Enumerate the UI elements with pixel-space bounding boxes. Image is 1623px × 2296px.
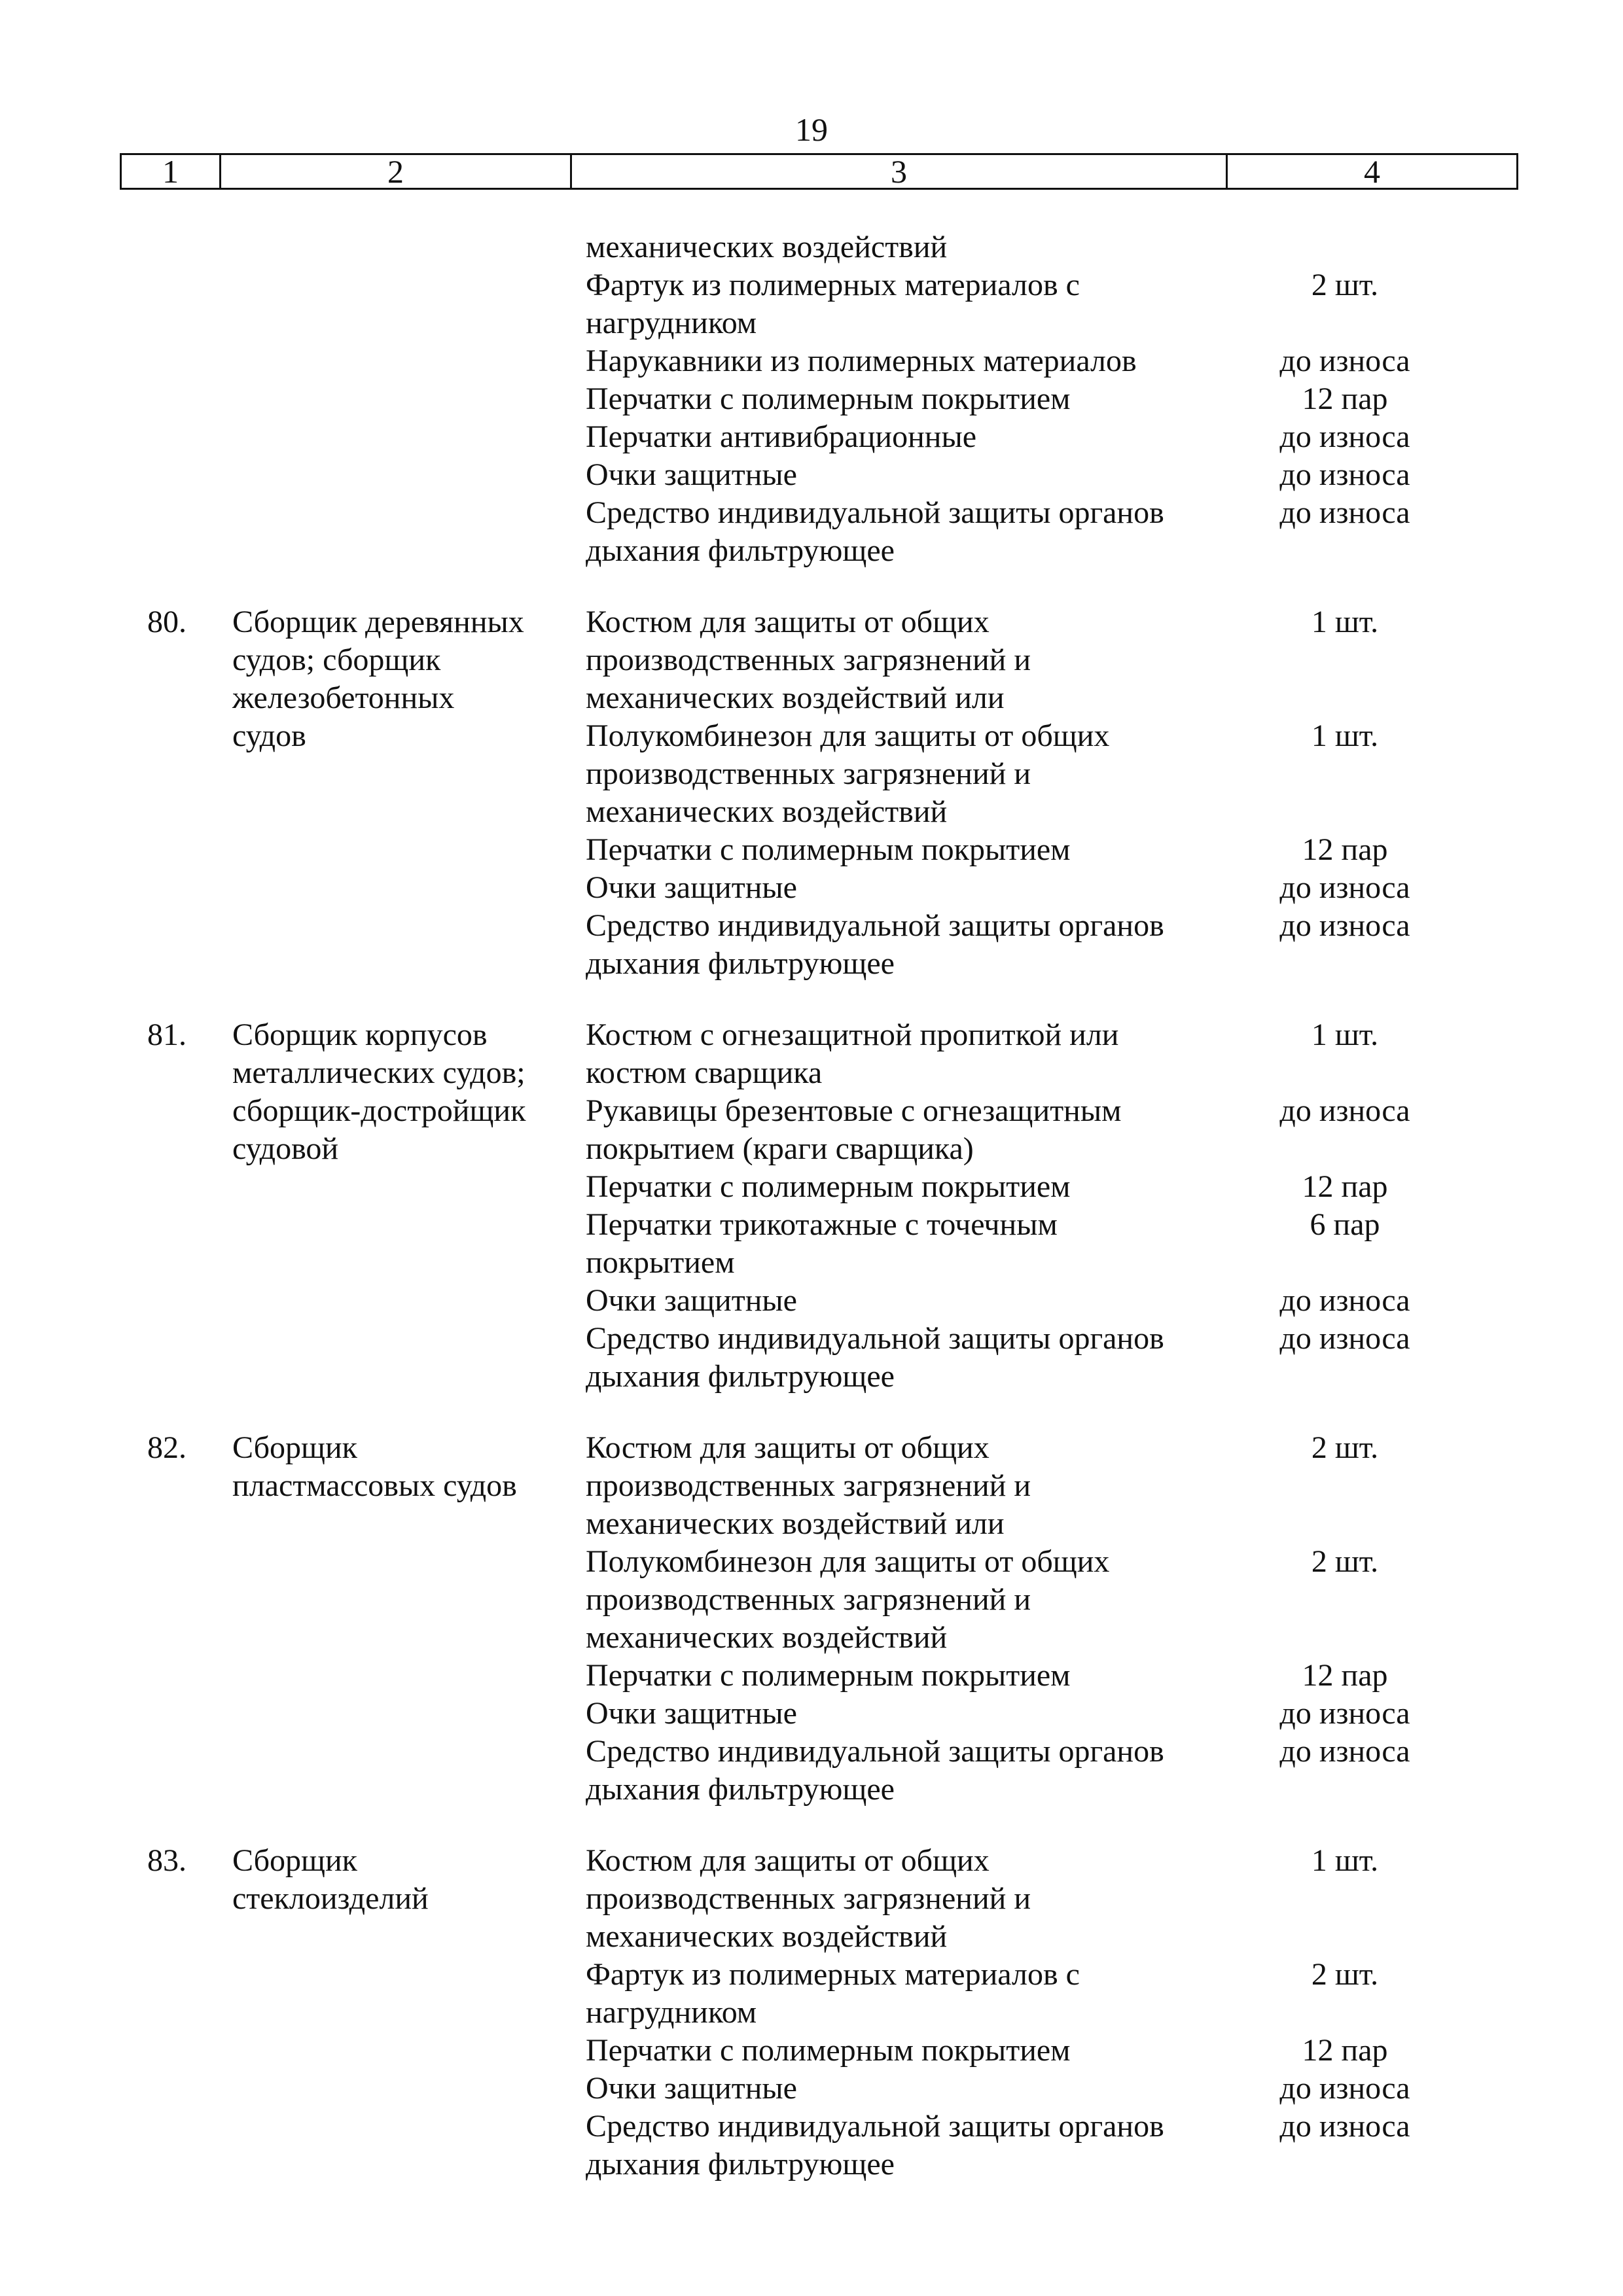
item-name-line: производственных загрязнений и <box>586 1582 1031 1617</box>
profession-line: стеклоизделий <box>232 1881 429 1916</box>
item-name-line: Очки защитные <box>586 1696 797 1731</box>
item-name-line: механических воздействий или <box>586 680 1005 715</box>
profession-line: Сборщик <box>232 1430 357 1465</box>
item-name-line: Средство индивидуальной защиты органов <box>586 495 1164 530</box>
item-name-line: покрытием (краги сварщика) <box>586 1131 974 1166</box>
item-name-line: Средство индивидуальной защиты органов <box>586 2109 1164 2144</box>
item-norm: до износа <box>1279 344 1410 378</box>
item-norm: до износа <box>1279 457 1410 492</box>
profession-line: металлических судов; <box>232 1055 526 1090</box>
row-number: 81. <box>147 1017 187 1052</box>
profession-line: судовой <box>232 1131 339 1166</box>
item-name-line: дыхания фильтрующее <box>586 946 895 981</box>
item-name-line: Очки защитные <box>586 2071 797 2106</box>
item-name-line: нагрудником <box>586 1995 757 2030</box>
item-name-line: Средство индивидуальной защиты органов <box>586 1734 1164 1769</box>
item-name-line: дыхания фильтрующее <box>586 1772 895 1807</box>
item-name-line: Средство индивидуальной защиты органов <box>586 908 1164 943</box>
profession-line: железобетонных <box>232 680 455 715</box>
item-name-line: Костюм для защиты от общих <box>586 1430 990 1465</box>
row-number: 82. <box>147 1430 187 1465</box>
item-name-line: Очки защитные <box>586 870 797 905</box>
item-norm: 2 шт. <box>1311 1544 1379 1579</box>
item-name-line: Перчатки с полимерным покрытием <box>586 1658 1071 1693</box>
item-name-line: производственных загрязнений и <box>586 756 1031 791</box>
item-name-line: механических воздействий <box>586 230 948 264</box>
item-norm: до износа <box>1279 419 1410 454</box>
profession-line: пластмассовых судов <box>232 1468 517 1503</box>
item-norm: 12 пар <box>1302 1658 1388 1693</box>
item-name-line: покрытием <box>586 1245 735 1280</box>
item-norm: 1 шт. <box>1311 1017 1379 1052</box>
item-name-line: Костюм с огнезащитной пропиткой или <box>586 1017 1119 1052</box>
item-name-line: Костюм для защиты от общих <box>586 1843 990 1878</box>
item-norm: 12 пар <box>1302 2033 1388 2068</box>
item-name-line: механических воздействий <box>586 1620 948 1655</box>
item-name-line: механических воздействий <box>586 1919 948 1954</box>
item-norm: до износа <box>1279 1734 1410 1769</box>
item-name-line: Фартук из полимерных материалов с <box>586 268 1080 302</box>
item-name-line: Перчатки с полимерным покрытием <box>586 2033 1071 2068</box>
profession-line: Сборщик деревянных <box>232 605 524 639</box>
item-norm: до износа <box>1279 2071 1410 2106</box>
item-norm: 12 пар <box>1302 381 1388 416</box>
item-name-line: механических воздействий или <box>586 1506 1005 1541</box>
item-name-line: дыхания фильтрующее <box>586 533 895 568</box>
item-norm: 2 шт. <box>1311 1957 1379 1992</box>
item-name-line: Нарукавники из полимерных материалов <box>586 344 1137 378</box>
item-norm: до износа <box>1279 1321 1410 1356</box>
item-norm: 2 шт. <box>1311 268 1379 302</box>
item-norm: 6 пар <box>1310 1207 1380 1242</box>
row-number: 83. <box>147 1843 187 1878</box>
item-norm: до износа <box>1279 495 1410 530</box>
item-norm: 1 шт. <box>1311 718 1379 753</box>
profession-line: Сборщик <box>232 1843 357 1878</box>
profession-line: Сборщик корпусов <box>232 1017 488 1052</box>
item-name-line: Очки защитные <box>586 1283 797 1318</box>
item-norm: 12 пар <box>1302 1169 1388 1204</box>
item-name-line: дыхания фильтрующее <box>586 1359 895 1394</box>
item-name-line: нагрудником <box>586 306 757 340</box>
item-name-line: Очки защитные <box>586 457 797 492</box>
item-name-line: Перчатки трикотажные с точечным <box>586 1207 1058 1242</box>
item-norm: до износа <box>1279 2109 1410 2144</box>
item-name-line: производственных загрязнений и <box>586 1881 1031 1916</box>
item-norm: до износа <box>1279 908 1410 943</box>
item-norm: до износа <box>1279 870 1410 905</box>
item-norm: до износа <box>1279 1283 1410 1318</box>
column-header-2: 2 <box>221 154 571 189</box>
item-name-line: Рукавицы брезентовые с огнезащитным <box>586 1093 1122 1128</box>
item-norm: 1 шт. <box>1311 1843 1379 1878</box>
column-header-1: 1 <box>121 154 221 189</box>
item-name-line: Фартук из полимерных материалов с <box>586 1957 1080 1992</box>
item-name-line: Полукомбинезон для защиты от общих <box>586 1544 1110 1579</box>
item-norm: 1 шт. <box>1311 605 1379 639</box>
item-name-line: Костюм для защиты от общих <box>586 605 990 639</box>
item-name-line: производственных загрязнений и <box>586 1468 1031 1503</box>
item-norm: 2 шт. <box>1311 1430 1379 1465</box>
item-name-line: производственных загрязнений и <box>586 643 1031 677</box>
profession-line: судов; сборщик <box>232 643 441 677</box>
item-name-line: Средство индивидуальной защиты органов <box>586 1321 1164 1356</box>
profession-line: сборщик-достройщик <box>232 1093 526 1128</box>
item-name-line: Полукомбинезон для защиты от общих <box>586 718 1110 753</box>
item-name-line: Перчатки антивибрационные <box>586 419 976 454</box>
column-header-row <box>121 154 1518 189</box>
item-name-line: Перчатки с полимерным покрытием <box>586 832 1071 867</box>
row-number: 80. <box>147 605 187 639</box>
column-header-table <box>120 153 1518 190</box>
item-norm: до износа <box>1279 1696 1410 1731</box>
item-name-line: Перчатки с полимерным покрытием <box>586 381 1071 416</box>
item-name-line: костюм сварщика <box>586 1055 823 1090</box>
item-norm: до износа <box>1279 1093 1410 1128</box>
column-header-3: 3 <box>571 154 1227 189</box>
profession-line: судов <box>232 718 306 753</box>
page-number: 19 <box>795 111 828 148</box>
item-name-line: Перчатки с полимерным покрытием <box>586 1169 1071 1204</box>
item-norm: 12 пар <box>1302 832 1388 867</box>
item-name-line: механических воздействий <box>586 794 948 829</box>
column-header-4: 4 <box>1227 154 1518 189</box>
item-name-line: дыхания фильтрующее <box>586 2147 895 2181</box>
